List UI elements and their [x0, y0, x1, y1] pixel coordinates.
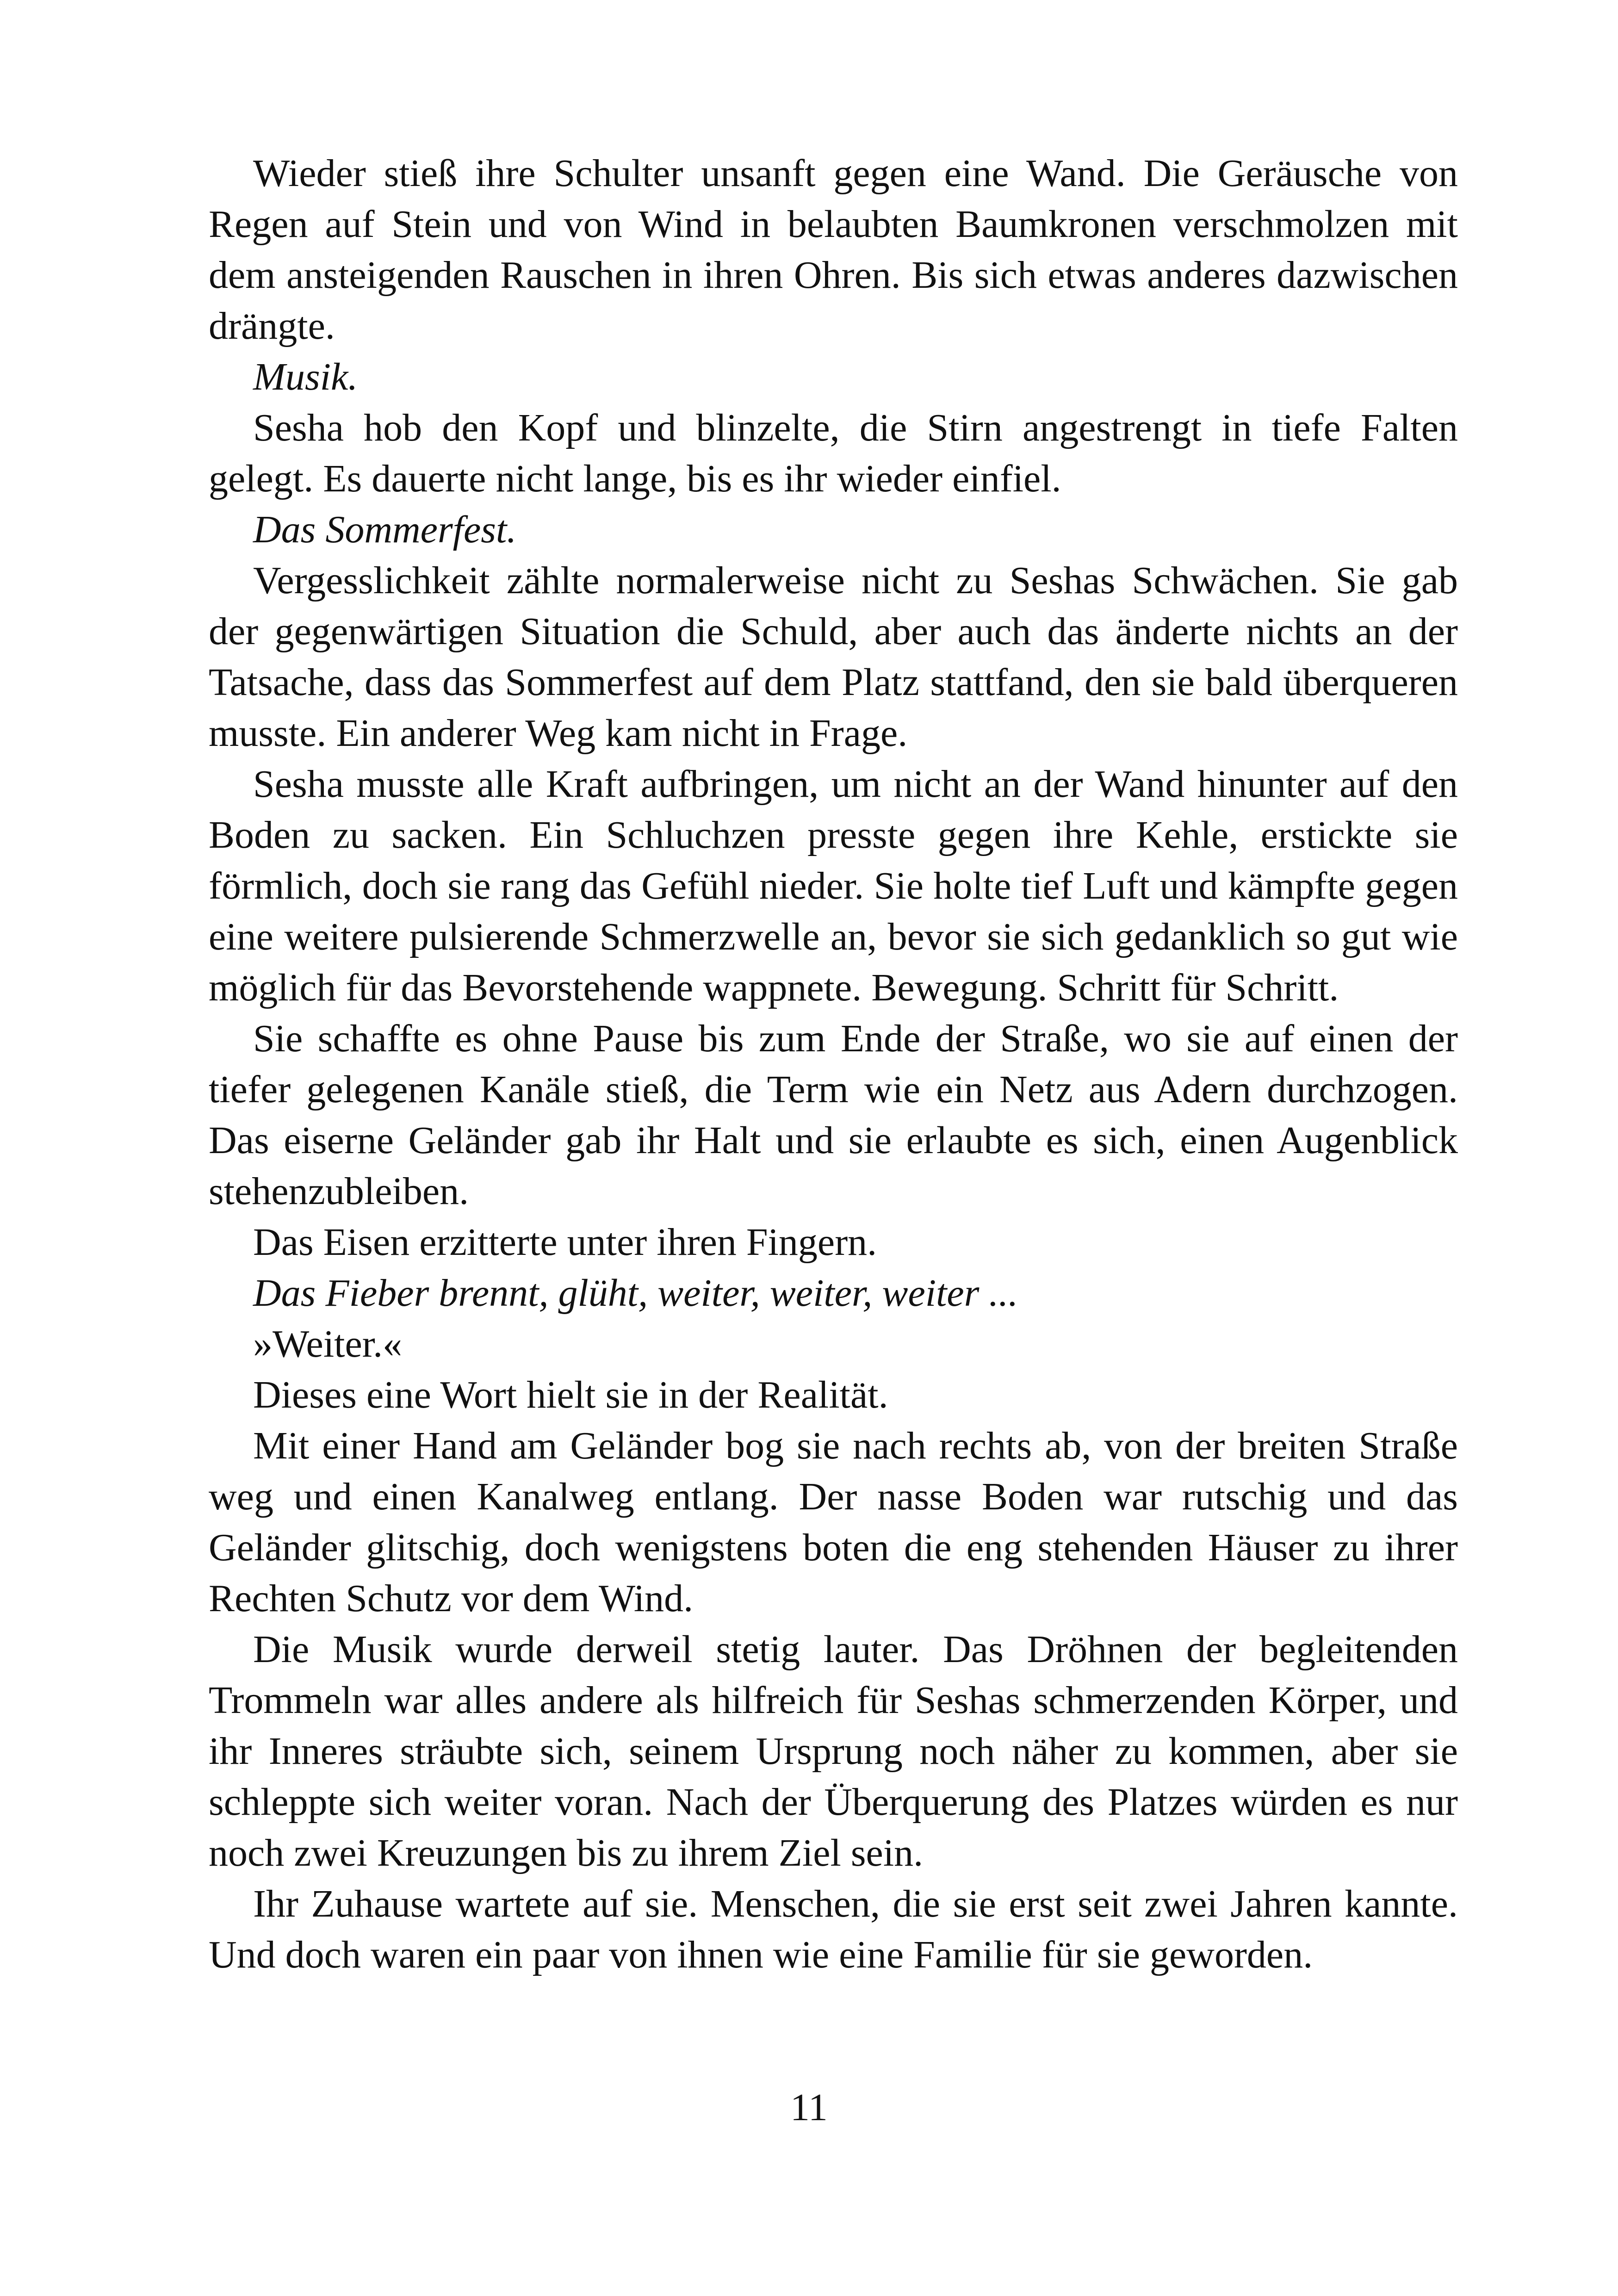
- paragraph: Die Musik wurde derweil stetig lauter. Das Dröhnen der begleitenden Trommeln war alles andere als hilfreich für Seshas schmerzenden Körper, und ihr Inneres sträubte sich, seinem Ursprung noch näher zu kommen, aber sie schleppte sich weiter voran. Nach der Überquerung des Platzes würden es nur noch zwei Kreuzungen bis zu ihrem Ziel sein.: [209, 1628, 1458, 1874]
- paragraph: Sesha musste alle Kraft aufbringen, um nicht an der Wand hinunter auf den Boden zu sacken. Ein Schluchzen presste gegen ihre Kehle, erstickte sie förmlich, doch sie rang das Gefühl nieder. Sie holte tief Luft und kämpfte gegen eine weitere pulsierende Schmerzwelle an, bevor sie sich gedanklich so gut wie möglich für das Bevorstehende wappnete. Bewegung. Schritt für Schritt.: [209, 763, 1458, 1009]
- paragraph: Vergesslichkeit zählte normalerweise nicht zu Seshas Schwächen. Sie gab der gegenwärtigen Situation die Schuld, aber auch das änderte nichts an der Tatsache, dass das Sommerfest auf dem Platz stattfand, den sie bald überqueren musste. Ein anderer Weg kam nicht in Frage.: [209, 559, 1458, 755]
- paragraph-dialogue: »Weiter.«: [253, 1322, 403, 1365]
- page-number: 11: [790, 2086, 828, 2129]
- paragraph: Sesha hob den Kopf und blinzelte, die Stirn angestrengt in tiefe Falten gelegt. Es dauerte nicht lange, bis es ihr wieder einfiel.: [209, 406, 1458, 500]
- paragraph-italic: Das Sommerfest.: [253, 508, 517, 551]
- paragraph: Dieses eine Wort hielt sie in der Realität.: [253, 1373, 888, 1416]
- paragraph: Ihr Zuhause wartete auf sie. Menschen, die sie erst seit zwei Jahren kannte. Und doch waren ein paar von ihnen wie eine Familie für sie geworden.: [209, 1882, 1458, 1976]
- paragraph-italic: Musik.: [253, 355, 358, 398]
- paragraph: Das Eisen erzitterte unter ihren Fingern.: [253, 1221, 877, 1264]
- paragraph-italic: Das Fieber brennt, glüht, weiter, weiter, weiter ...: [253, 1272, 1018, 1315]
- paragraph: Mit einer Hand am Geländer bog sie nach rechts ab, von der breiten Straße weg und einen Kanalweg entlang. Der nasse Boden war rutschig und das Geländer glitschig, doch wenigstens boten die eng stehenden Häuser zu ihrer Rechten Schutz vor dem Wind.: [209, 1424, 1458, 1620]
- paragraph: Sie schaffte es ohne Pause bis zum Ende der Straße, wo sie auf einen der tiefer gelegenen Kanäle stieß, die Term wie ein Netz aus Adern durchzogen. Das eiserne Geländer gab ihr Halt und sie erlaubte es sich, einen Augenblick stehenzubleiben.: [209, 1017, 1458, 1213]
- paragraph: Wieder stieß ihre Schulter unsanft gegen eine Wand. Die Geräusche von Regen auf Stein und von Wind in belaubten Baumkronen verschmolzen mit dem ansteigenden Rauschen in ihren Ohren. Bis sich etwas anderes dazwischen drängte.: [209, 152, 1458, 348]
- body-text: [209, 148, 1458, 1980]
